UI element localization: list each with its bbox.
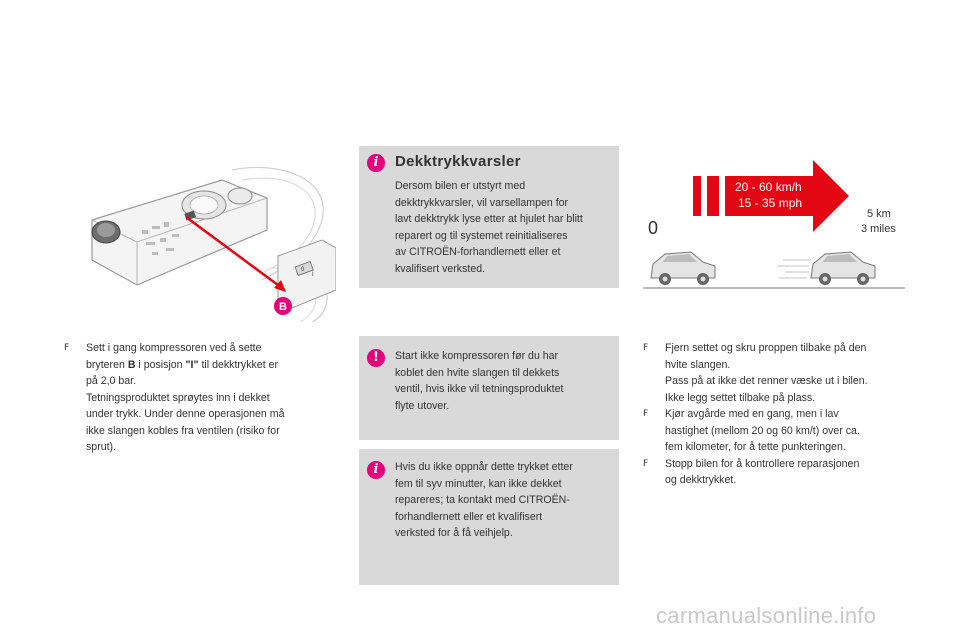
- right-item-3-line: og dekktrykket.: [665, 474, 737, 486]
- right-item-2: F Kjør avgårde med en gang, men i lav: [643, 406, 923, 423]
- info-icon: i: [367, 461, 385, 479]
- left-line-3: på 2,0 bar.: [86, 375, 137, 387]
- right-item-1: F Fjern settet og skru proppen tilbake på den: [643, 340, 923, 357]
- info-panel-title: Dekktrykkvarsler: [395, 153, 521, 170]
- left-line-1: Sett i gang kompressoren ved å sette: [86, 342, 262, 354]
- warning-panel-body: Start ikke kompressoren før du har koblet den hvite slangen til dekkets ventil, hvis ikke vil tetningsproduktet flyte utover.: [395, 350, 564, 412]
- speed-kmh-label: 20 - 60 km/h: [735, 180, 802, 194]
- right-item-1-line: Ikke legg settet tilbake på plass.: [665, 391, 816, 404]
- bullet-icon: F: [643, 458, 649, 469]
- speed-distance-diagram: [643, 158, 905, 292]
- left-line-2: bryteren B i posisjon "I" til dekktrykket er: [86, 358, 279, 371]
- info-icon: i: [367, 154, 385, 172]
- bullet-icon: F: [643, 409, 649, 419]
- tyre-pressure-info-panel: [359, 146, 619, 288]
- svg-text:I: I: [312, 272, 314, 278]
- speed-stripe: [693, 176, 701, 216]
- right-item-3: F Stopp bilen for å kontrollere reparasjonen: [643, 456, 923, 473]
- watermark: carmanualsonline.info: [656, 603, 877, 628]
- right-item-2-line: hastighet (mellom 20 og 60 km/t) over ca.: [665, 424, 860, 437]
- car-moving-icon: [811, 252, 875, 285]
- car-start-icon: [651, 252, 715, 285]
- start-distance-label: 0: [648, 218, 659, 238]
- switch-b-label: B: [279, 301, 287, 313]
- bullet-icon: F: [643, 343, 649, 353]
- speed-mph-label: 15 - 35 mph: [738, 196, 803, 210]
- svg-text:0: 0: [301, 267, 305, 273]
- right-item-1-line: hvite slangen.: [665, 358, 731, 371]
- bullet-icon: F: [64, 343, 70, 353]
- left-line-6: ikke slangen kobles fra ventilen (risiko for: [86, 424, 280, 437]
- distance-miles-label: 3 miles: [861, 223, 896, 235]
- pressure-help-panel: [359, 449, 619, 585]
- left-line-4: Tetningsproduktet sprøytes inn i dekket: [86, 391, 270, 404]
- right-instructions: [643, 340, 923, 489]
- help-panel-body: Hvis du ikke oppnår dette trykket etter fem til syv minutter, kan ikke dekket repareres; ta kontakt med CITROËN- forhandlernett eller et kvalifisert verksted for å få veihjelp.: [395, 461, 573, 539]
- left-line-7: sprut).: [86, 441, 117, 453]
- compressor-illustration: [82, 160, 336, 322]
- left-instructions: [64, 340, 344, 456]
- warning-icon: !: [367, 349, 385, 367]
- left-line-5: under trykk. Under denne operasjonen må: [86, 408, 285, 420]
- info-panel-body: Dersom bilen er utstyrt med dekktrykkvarsler, vil varsellampen for lavt dekktrykk lyse etter at hjulet har blitt reparert og til systemet reinitialiseres av CITROËN-forhandlernett eller et kvalifisert verksted.: [395, 180, 583, 275]
- right-item-2-line: fem kilometer, for å tette punkteringen.: [665, 441, 846, 453]
- right-item-1-line: Pass på at ikke det renner væske ut i bilen.: [665, 375, 868, 387]
- distance-km-label: 5 km: [867, 208, 891, 220]
- speed-stripe: [707, 176, 719, 216]
- compressor-warning-panel: [359, 336, 619, 440]
